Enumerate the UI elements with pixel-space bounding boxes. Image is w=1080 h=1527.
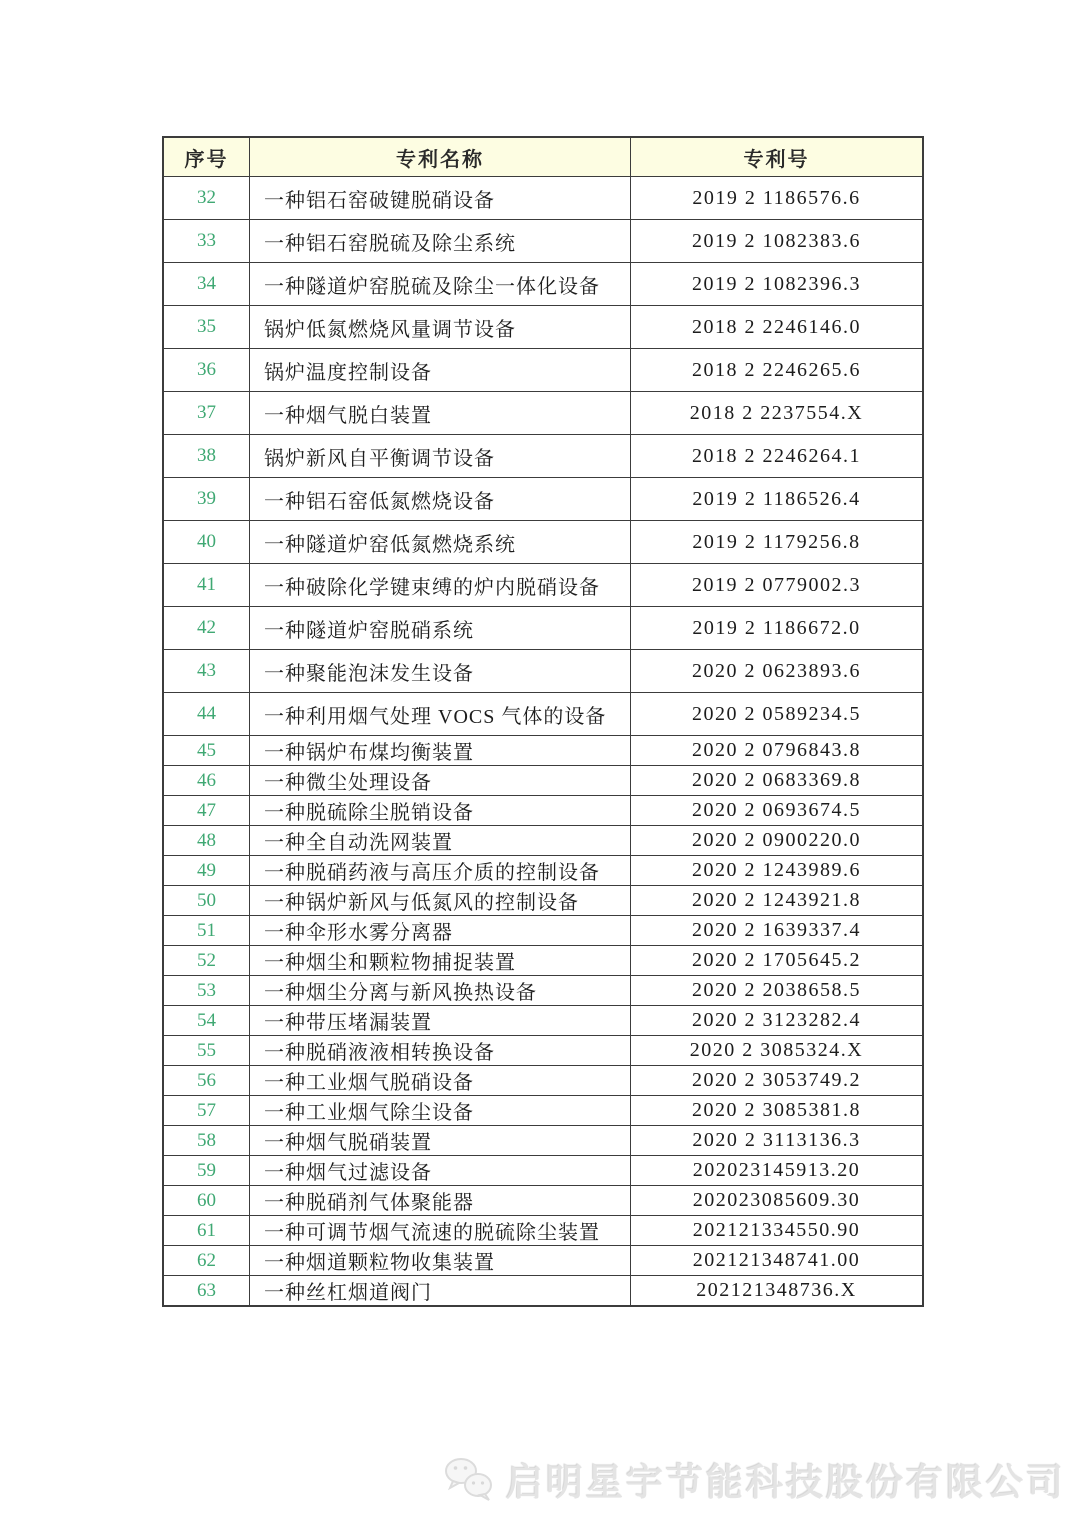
- row-patent-number: 2020 2 3123282.4: [631, 1006, 924, 1036]
- row-serial-number: 48: [163, 826, 250, 856]
- row-patent-name: 一种隧道炉窑脱硝系统: [250, 607, 631, 650]
- row-patent-number: 2020 2 1243989.6: [631, 856, 924, 886]
- table-row: [163, 736, 923, 766]
- row-serial-number: 47: [163, 796, 250, 826]
- row-serial-number: 39: [163, 478, 250, 521]
- row-patent-number: 202121334550.90: [631, 1216, 924, 1246]
- row-patent-name: 一种烟气脱白装置: [250, 392, 631, 435]
- row-patent-number: 2020 2 3085324.X: [631, 1036, 924, 1066]
- row-serial-number: 45: [163, 736, 250, 766]
- row-patent-name: 一种烟尘分离与新风换热设备: [250, 976, 631, 1006]
- table-row: [163, 946, 923, 976]
- row-patent-number: 2018 2 2237554.X: [631, 392, 924, 435]
- row-patent-name: 一种锅炉新风与低氮风的控制设备: [250, 886, 631, 916]
- row-serial-number: 36: [163, 349, 250, 392]
- header-patent-number: 专利号: [631, 137, 924, 177]
- row-patent-name: 一种脱硫除尘脱销设备: [250, 796, 631, 826]
- row-serial-number: 54: [163, 1006, 250, 1036]
- row-patent-number: 2020 2 0589234.5: [631, 693, 924, 736]
- table-row: [163, 1036, 923, 1066]
- row-serial-number: 58: [163, 1126, 250, 1156]
- row-patent-number: 2020 2 1705645.2: [631, 946, 924, 976]
- row-patent-number: 202121348736.X: [631, 1276, 924, 1307]
- row-patent-name: 一种破除化学键束缚的炉内脱硝设备: [250, 564, 631, 607]
- table-row: [163, 976, 923, 1006]
- row-patent-number: 2020 2 3085381.8: [631, 1096, 924, 1126]
- row-serial-number: 56: [163, 1066, 250, 1096]
- row-patent-name: 一种隧道炉窑低氮燃烧系统: [250, 521, 631, 564]
- row-serial-number: 52: [163, 946, 250, 976]
- table-row: [163, 796, 923, 826]
- table-row: [163, 693, 923, 736]
- row-serial-number: 41: [163, 564, 250, 607]
- row-serial-number: 40: [163, 521, 250, 564]
- row-patent-number: 2019 2 1186526.4: [631, 478, 924, 521]
- row-patent-name: 锅炉温度控制设备: [250, 349, 631, 392]
- table-row: [163, 607, 923, 650]
- table-row: [163, 1126, 923, 1156]
- table-row: [163, 564, 923, 607]
- row-patent-number: 2019 2 0779002.3: [631, 564, 924, 607]
- row-serial-number: 37: [163, 392, 250, 435]
- row-serial-number: 46: [163, 766, 250, 796]
- table-row: [163, 1066, 923, 1096]
- row-patent-number: 2018 2 2246265.6: [631, 349, 924, 392]
- table-row: [163, 220, 923, 263]
- row-patent-number: 2020 2 3053749.2: [631, 1066, 924, 1096]
- row-patent-name: 一种铝石窑破键脱硝设备: [250, 177, 631, 220]
- table-row: [163, 1096, 923, 1126]
- row-patent-number: 2020 2 0693674.5: [631, 796, 924, 826]
- row-patent-number: 2020 2 1243921.8: [631, 886, 924, 916]
- watermark: [442, 1452, 1066, 1506]
- table-row: [163, 1246, 923, 1276]
- row-serial-number: 57: [163, 1096, 250, 1126]
- table-row: [163, 766, 923, 796]
- row-patent-number: 2019 2 1179256.8: [631, 521, 924, 564]
- table-row: [163, 263, 923, 306]
- patent-table-header-row: [163, 137, 923, 177]
- row-patent-name: 锅炉新风自平衡调节设备: [250, 435, 631, 478]
- row-serial-number: 50: [163, 886, 250, 916]
- row-patent-name: 锅炉低氮燃烧风量调节设备: [250, 306, 631, 349]
- header-serial-number: 序号: [163, 137, 250, 177]
- row-patent-name: 一种带压堵漏装置: [250, 1006, 631, 1036]
- wechat-icon: [442, 1455, 498, 1503]
- header-patent-name: 专利名称: [250, 137, 631, 177]
- row-patent-name: 一种烟尘和颗粒物捕捉装置: [250, 946, 631, 976]
- row-patent-name: 一种微尘处理设备: [250, 766, 631, 796]
- row-patent-number: 2020 2 0796843.8: [631, 736, 924, 766]
- row-patent-number: 2020 2 1639337.4: [631, 916, 924, 946]
- row-patent-number: 202023085609.30: [631, 1186, 924, 1216]
- row-patent-name: 一种铝石窑脱硫及除尘系统: [250, 220, 631, 263]
- row-patent-number: 2019 2 1082396.3: [631, 263, 924, 306]
- row-patent-name: 一种烟气过滤设备: [250, 1156, 631, 1186]
- row-serial-number: 43: [163, 650, 250, 693]
- row-patent-number: 2020 2 2038658.5: [631, 976, 924, 1006]
- row-serial-number: 61: [163, 1216, 250, 1246]
- table-row: [163, 392, 923, 435]
- table-row: [163, 435, 923, 478]
- row-patent-name: 一种锅炉布煤均衡装置: [250, 736, 631, 766]
- row-serial-number: 44: [163, 693, 250, 736]
- row-serial-number: 42: [163, 607, 250, 650]
- table-row: [163, 1276, 923, 1307]
- row-patent-number: 2019 2 1186576.6: [631, 177, 924, 220]
- row-patent-number: 2020 2 3113136.3: [631, 1126, 924, 1156]
- row-serial-number: 53: [163, 976, 250, 1006]
- row-serial-number: 51: [163, 916, 250, 946]
- table-row: [163, 306, 923, 349]
- row-patent-name: 一种工业烟气除尘设备: [250, 1096, 631, 1126]
- row-serial-number: 49: [163, 856, 250, 886]
- row-patent-number: 2018 2 2246146.0: [631, 306, 924, 349]
- patent-table: [162, 136, 924, 1307]
- company-name: 启明星宇节能科技股份有限公司: [506, 1462, 1066, 1503]
- row-patent-name: 一种烟道颗粒物收集装置: [250, 1246, 631, 1276]
- row-patent-name: 一种脱硝液液相转换设备: [250, 1036, 631, 1066]
- row-patent-name: 一种伞形水雾分离器: [250, 916, 631, 946]
- table-row: [163, 349, 923, 392]
- table-row: [163, 650, 923, 693]
- row-serial-number: 38: [163, 435, 250, 478]
- row-patent-name: 一种可调节烟气流速的脱硫除尘装置: [250, 1216, 631, 1246]
- row-patent-number: 202023145913.20: [631, 1156, 924, 1186]
- row-serial-number: 34: [163, 263, 250, 306]
- row-patent-name: 一种工业烟气脱硝设备: [250, 1066, 631, 1096]
- row-patent-name: 一种脱硝剂气体聚能器: [250, 1186, 631, 1216]
- row-patent-name: 一种脱硝药液与高压介质的控制设备: [250, 856, 631, 886]
- table-row: [163, 1216, 923, 1246]
- row-patent-number: 2019 2 1186672.0: [631, 607, 924, 650]
- table-row: [163, 886, 923, 916]
- row-serial-number: 60: [163, 1186, 250, 1216]
- table-row: [163, 177, 923, 220]
- row-patent-name: 一种丝杠烟道阀门: [250, 1276, 631, 1307]
- table-row: [163, 1156, 923, 1186]
- table-row: [163, 826, 923, 856]
- row-patent-number: 2019 2 1082383.6: [631, 220, 924, 263]
- table-row: [163, 478, 923, 521]
- row-patent-number: 2020 2 0900220.0: [631, 826, 924, 856]
- row-serial-number: 33: [163, 220, 250, 263]
- table-row: [163, 1006, 923, 1036]
- row-patent-number: 2020 2 0623893.6: [631, 650, 924, 693]
- row-serial-number: 59: [163, 1156, 250, 1186]
- row-patent-name: 一种隧道炉窑脱硫及除尘一体化设备: [250, 263, 631, 306]
- row-serial-number: 55: [163, 1036, 250, 1066]
- table-row: [163, 916, 923, 946]
- patent-table-body: [163, 177, 923, 1307]
- row-patent-number: 2020 2 0683369.8: [631, 766, 924, 796]
- row-serial-number: 35: [163, 306, 250, 349]
- row-patent-name: 一种全自动洗网装置: [250, 826, 631, 856]
- row-serial-number: 63: [163, 1276, 250, 1307]
- row-patent-name: 一种利用烟气处理 VOCS 气体的设备: [250, 693, 631, 736]
- table-row: [163, 1186, 923, 1216]
- row-serial-number: 32: [163, 177, 250, 220]
- row-patent-number: 2018 2 2246264.1: [631, 435, 924, 478]
- row-serial-number: 62: [163, 1246, 250, 1276]
- row-patent-number: 202121348741.00: [631, 1246, 924, 1276]
- row-patent-name: 一种铝石窑低氮燃烧设备: [250, 478, 631, 521]
- row-patent-name: 一种聚能泡沫发生设备: [250, 650, 631, 693]
- table-row: [163, 856, 923, 886]
- table-row: [163, 521, 923, 564]
- row-patent-name: 一种烟气脱硝装置: [250, 1126, 631, 1156]
